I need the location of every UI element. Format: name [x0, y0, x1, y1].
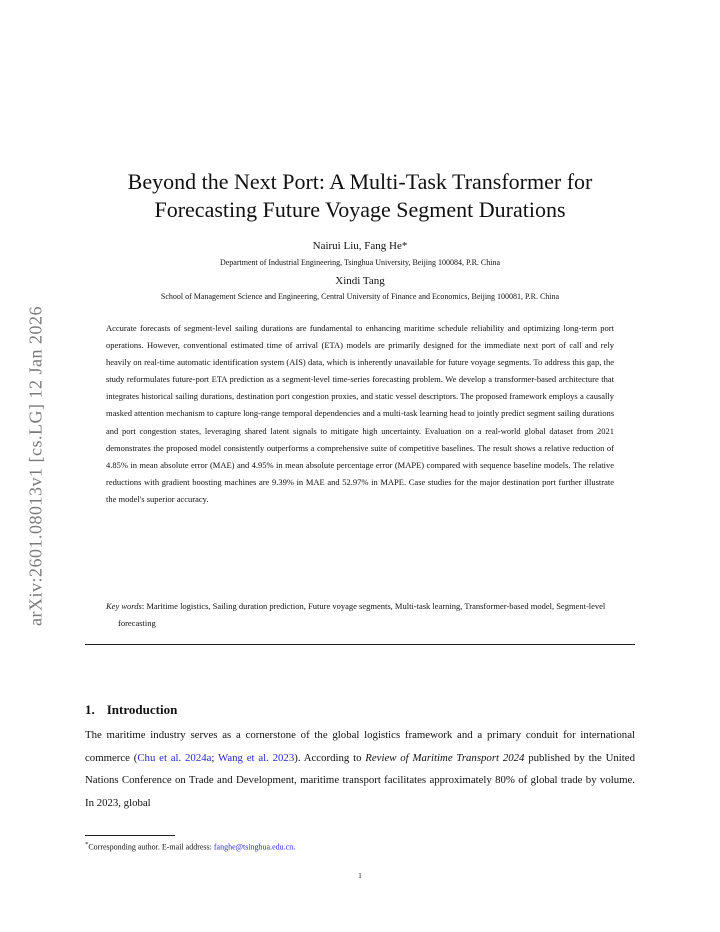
intro-separator: ; [211, 751, 219, 764]
intro-text-1: The maritime industry serves as a cornerstone of the global logistics framework and a primary conduit for international commerce ( [85, 729, 635, 764]
citation-wang-2023[interactable]: Wang et al. 2023 [218, 751, 295, 764]
keywords-label: Key words [106, 601, 142, 611]
author-names-2: Xindi Tang [335, 275, 385, 287]
footnote-end: . [293, 842, 296, 852]
arxiv-identifier: arXiv:2601.08013v1 [cs.LG] 12 Jan 2026 [25, 306, 46, 626]
section-heading [85, 702, 177, 718]
section-number: 1. [85, 702, 95, 717]
page-number: 1 [358, 872, 362, 880]
abstract: Accurate forecasts of segment-level sailing durations are fundamental to enhancing maritime schedule reliability and optimizing long-term port operations. However, conventional estimated time of arrival (ETA) models are primarily designed for the immediate next port of call and rely heavily on real-time automatic identification system (AIS) data, which is inherently unavailable for future voyage segments. To address this gap, the study reformulates future-port ETA prediction as a segment-level time-series forecasting problem. We develop a transformer-based architecture that integrates historical sailing durations, destination port congestion proxies, and static vessel descriptors. The proposed framework employs a causally masked attention mechanism to capture long-range temporal dependencies and a multi-task learning head to jointly predict segment sailing durations and port congestion states, leveraging shared latent signals to mitigate high uncertainty. Evaluation on a real-world global dataset from 2021 demonstrates the proposed model consistently outperforms a comprehensive suite of competitive baselines. The result shows a relative reduction of 4.85% in mean absolute error (MAE) and 4.95% in mean absolute percentage error (MAPE) compared with sequence baseline models. The relative reductions with gradient boosting machines are 9.39% in MAE and 52.97% in MAPE. Case studies for the major destination port further illustrate the model's superior accuracy. [106, 323, 614, 504]
keywords-list: Maritime logistics, Sailing duration prediction, Future voyage segments, Multi-task learning, Transformer-based model, Segment-level forecasting [118, 601, 606, 628]
title-line-1: Beyond the Next Port: A Multi-Task Transformer for [127, 169, 593, 194]
intro-report-title: Review of Maritime Transport 2024 [365, 751, 525, 764]
section-title: Introduction [106, 702, 178, 717]
section-divider [85, 644, 635, 645]
paper-title [85, 168, 635, 224]
author-names-1: Nairui Liu, Fang He* [312, 240, 408, 252]
footnote-divider [85, 835, 175, 836]
email-link[interactable]: fanghe@tsinghua.edu.cn [213, 842, 294, 852]
title-line-2: Forecasting Future Voyage Segment Durations [154, 197, 566, 222]
footnote [85, 841, 295, 852]
citation-chu-2024a[interactable]: Chu et al. 2024a [137, 751, 212, 764]
affiliation-2: School of Management Science and Engineering, Central University of Finance and Economics, Beijing 100081, P.R. China [160, 292, 560, 301]
intro-paragraph [85, 724, 635, 814]
intro-text-2: ). According to [294, 751, 366, 764]
affiliation-1: Department of Industrial Engineering, Tsinghua University, Beijing 100084, P.R. China [219, 258, 501, 267]
keywords: Key words: Maritime logistics, Sailing duration prediction, Future voyage segments, Multi-task learning, Transformer-based model, Segment-level forecasting [106, 601, 606, 628]
intro-text-3: published by the United Nations Conference on Trade and Development, maritime transport facilitates approximately 80% of global trade by volume. In 2023, global [85, 751, 635, 809]
footnote-mark: * [85, 841, 89, 848]
footnote-text: Corresponding author. E-mail address: [88, 842, 214, 852]
